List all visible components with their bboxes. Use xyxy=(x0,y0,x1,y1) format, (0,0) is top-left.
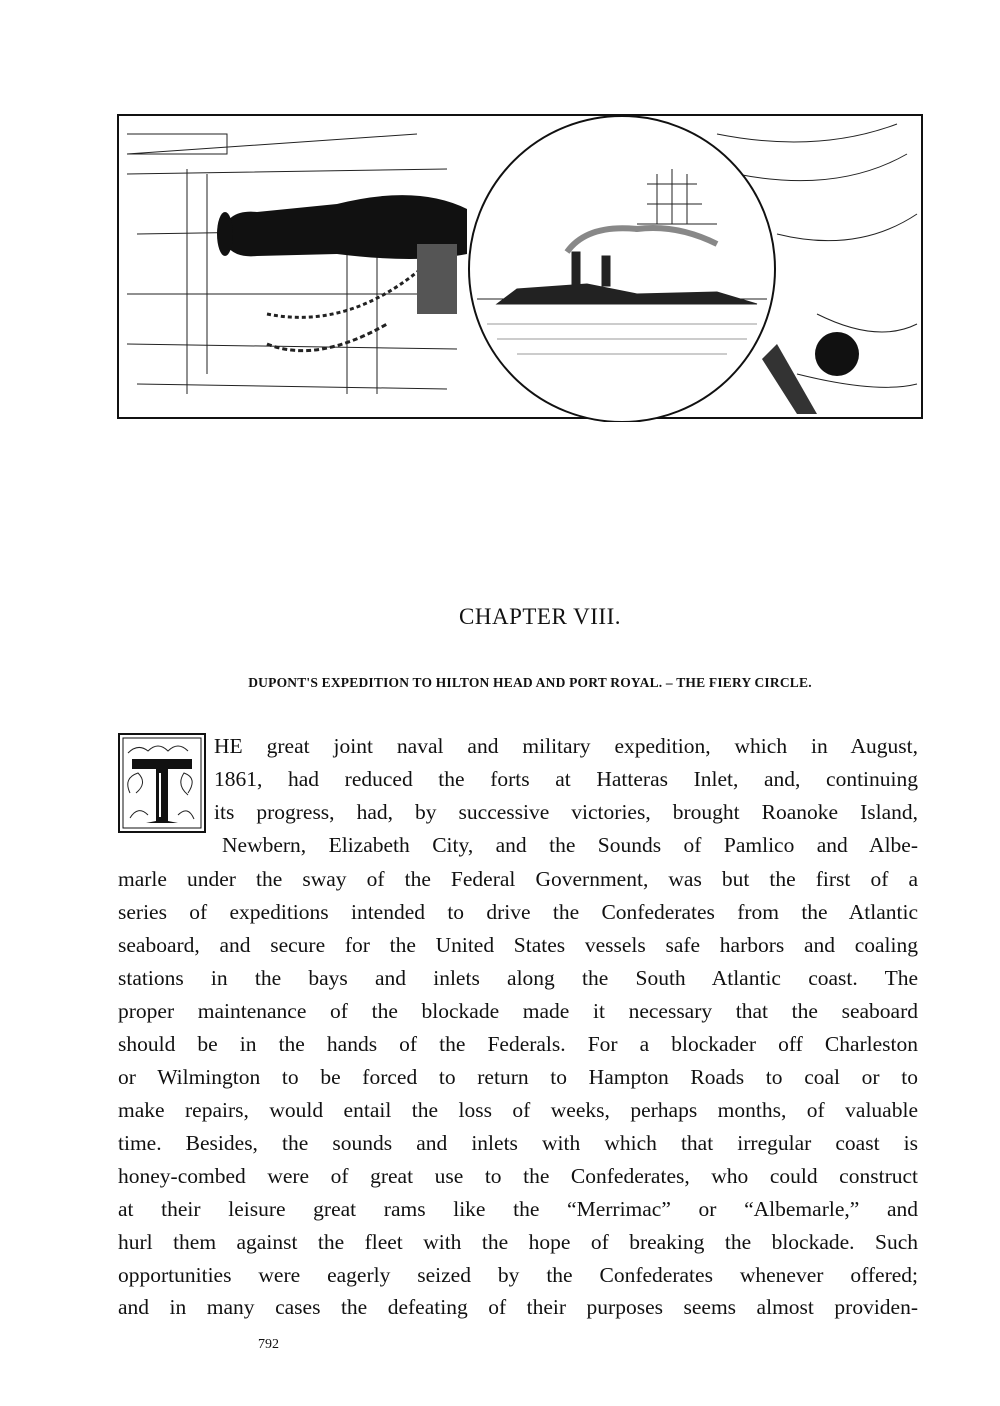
body-line: hurl them against the fleet with the hope of breaking the blockade. Such xyxy=(118,1230,918,1254)
body-line: HE great joint naval and military expedition, which in August, xyxy=(214,734,918,758)
chapter-header-illustration xyxy=(117,114,925,422)
body-line: and in many cases the defeating of their purposes seems almost providen- xyxy=(118,1295,918,1319)
body-line: marle under the sway of the Federal Government, was but the first of a xyxy=(118,867,918,891)
body-line: Newbern, Elizabeth City, and the Sounds of Pamlico and Albe- xyxy=(222,833,918,857)
body-line: series of expeditions intended to drive the Confederates from the Atlantic xyxy=(118,900,918,924)
body-line: 1861, had reduced the forts at Hatteras Inlet, and, continuing xyxy=(214,767,918,791)
body-line: honey-combed were of great use to the Confederates, who could construct xyxy=(118,1164,918,1188)
body-line: proper maintenance of the blockade made it necessary that the seaboard xyxy=(118,999,918,1023)
page-number: 792 xyxy=(258,1337,279,1352)
body-line: seaboard, and secure for the United States vessels safe harbors and coaling xyxy=(118,933,918,957)
chapter-title: CHAPTER VIII. xyxy=(459,604,621,629)
body-line: should be in the hands of the Federals. For a blockader off Charleston xyxy=(118,1032,918,1056)
body-line: make repairs, would entail the loss of weeks, perhaps months, of valuable xyxy=(118,1098,918,1122)
body-line: its progress, had, by successive victories, brought Roanoke Island, xyxy=(214,800,918,824)
chapter-subtitle: DUPONT'S EXPEDITION TO HILTON HEAD AND PORT ROYAL. – THE FIERY CIRCLE. xyxy=(248,675,812,690)
body-line: at their leisure great rams like the “Merrimac” or “Albemarle,” and xyxy=(118,1197,918,1221)
body-line: or Wilmington to be forced to return to Hampton Roads to coal or to xyxy=(118,1065,918,1089)
body-line: opportunities were eagerly seized by the Confederates whenever offered; xyxy=(118,1263,918,1287)
decorated-initial-t xyxy=(118,733,206,833)
body-line: time. Besides, the sounds and inlets with which that irregular coast is xyxy=(118,1131,918,1155)
body-line: stations in the bays and inlets along the South Atlantic coast. The xyxy=(118,966,918,990)
